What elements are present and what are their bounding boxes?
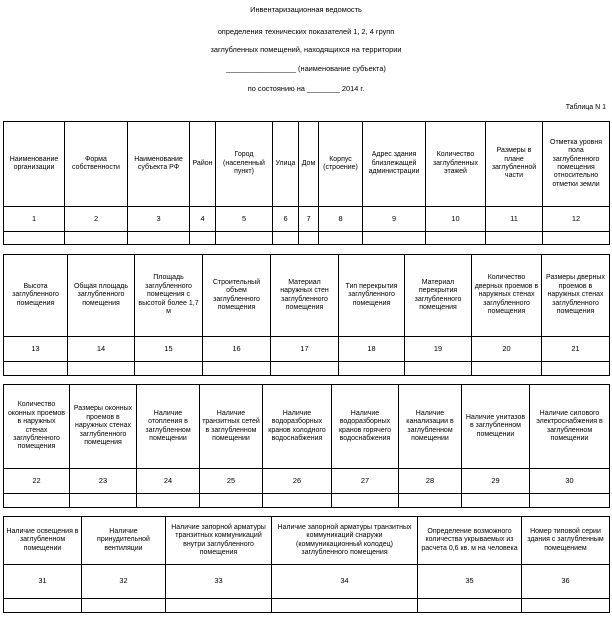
column-header: Корпус (строение) xyxy=(319,122,363,207)
column-header: Наличие унитазов в заглубленном помещении xyxy=(462,385,530,469)
data-cell[interactable] xyxy=(271,362,339,376)
data-cell[interactable] xyxy=(273,232,299,245)
column-header: Количество дверных проемов в наружных стенах заглубленного помещения xyxy=(472,255,542,337)
column-header: Размеры в плане заглубленной части xyxy=(486,122,543,207)
column-number: 14 xyxy=(68,337,135,362)
column-header: Дом xyxy=(299,122,319,207)
column-number: 2 xyxy=(65,207,128,232)
table-label: Таблица N 1 xyxy=(565,104,606,111)
data-cell[interactable] xyxy=(332,494,399,508)
column-header: Размеры дверных проемов в наружных стенах заглубленного помещения xyxy=(542,255,610,337)
data-cell[interactable] xyxy=(216,232,273,245)
column-header: Наличие силового электроснабжения в заглубленном помещении xyxy=(530,385,610,469)
empty-data-row xyxy=(4,494,610,508)
column-header: Размеры оконных проемов в наружных стенах заглубленного помещения xyxy=(70,385,137,469)
column-number: 6 xyxy=(273,207,299,232)
data-cell[interactable] xyxy=(190,232,216,245)
column-number-row xyxy=(4,207,610,232)
inventory-table-1 xyxy=(3,121,610,245)
date-line: по состоянию на ________ 2014 г. xyxy=(247,84,365,93)
subject-line: _________________ (наименование субъекта) xyxy=(226,64,386,73)
column-number: 34 xyxy=(272,565,418,599)
column-header: Площадь заглубленного помещения с высотой более 1,7 м xyxy=(135,255,203,337)
inventory-table-4 xyxy=(3,516,610,613)
column-number: 32 xyxy=(82,565,166,599)
column-number: 35 xyxy=(418,565,522,599)
data-cell[interactable] xyxy=(82,599,166,613)
column-header: Наличие водоразборных кранов горячего водоснабжения xyxy=(332,385,399,469)
data-cell[interactable] xyxy=(137,494,200,508)
doc-title: Инвентаризационная ведомость xyxy=(250,5,362,14)
column-number: 15 xyxy=(135,337,203,362)
column-header: Тип перекрытия заглубленного помещения xyxy=(339,255,405,337)
data-cell[interactable] xyxy=(486,232,543,245)
data-cell[interactable] xyxy=(4,494,70,508)
header-row xyxy=(4,517,610,565)
header-row xyxy=(4,385,610,469)
column-number: 22 xyxy=(4,469,70,494)
column-number: 31 xyxy=(4,565,82,599)
column-number: 17 xyxy=(271,337,339,362)
column-number: 33 xyxy=(166,565,272,599)
column-header: Определение возможного количества укрываемых из расчета 0,6 кв. м на человека xyxy=(418,517,522,565)
column-number: 28 xyxy=(399,469,462,494)
column-header: Район xyxy=(190,122,216,207)
column-number: 8 xyxy=(319,207,363,232)
data-cell[interactable] xyxy=(339,362,405,376)
column-header: Наличие канализации в заглубленном помещении xyxy=(399,385,462,469)
data-cell[interactable] xyxy=(65,232,128,245)
data-cell[interactable] xyxy=(200,494,263,508)
column-header: Высота заглубленного помещения xyxy=(4,255,68,337)
column-number: 26 xyxy=(263,469,332,494)
column-number: 27 xyxy=(332,469,399,494)
data-cell[interactable] xyxy=(363,232,426,245)
column-number: 1 xyxy=(4,207,65,232)
data-cell[interactable] xyxy=(472,362,542,376)
column-number: 18 xyxy=(339,337,405,362)
header-row xyxy=(4,122,610,207)
column-number: 36 xyxy=(522,565,610,599)
data-cell[interactable] xyxy=(4,362,68,376)
column-number-row xyxy=(4,337,610,362)
column-header: Наименование субъекта РФ xyxy=(128,122,190,207)
column-header: Номер типовой серии здания с заглубленным помещением xyxy=(522,517,610,565)
data-cell[interactable] xyxy=(542,362,610,376)
data-cell[interactable] xyxy=(70,494,137,508)
column-number: 30 xyxy=(530,469,610,494)
empty-data-row xyxy=(4,232,610,245)
column-number-row xyxy=(4,565,610,599)
data-cell[interactable] xyxy=(543,232,610,245)
column-header: Строительный объем заглубленного помещения xyxy=(203,255,271,337)
column-header: Наличие запорной арматуры транзитных коммуникаций снаружи (коммуникационный колодец) заглубленного помещения xyxy=(272,517,418,565)
column-number: 19 xyxy=(405,337,472,362)
column-number: 16 xyxy=(203,337,271,362)
data-cell[interactable] xyxy=(319,232,363,245)
column-number: 7 xyxy=(299,207,319,232)
column-header: Наличие принудительной вентиляции xyxy=(82,517,166,565)
data-cell[interactable] xyxy=(405,362,472,376)
column-header: Наличие освещения в заглубленном помещении xyxy=(4,517,82,565)
column-header: Наличие отопления в заглубленном помещении xyxy=(137,385,200,469)
column-number: 4 xyxy=(190,207,216,232)
column-number: 25 xyxy=(200,469,263,494)
column-number: 3 xyxy=(128,207,190,232)
doc-subtitle-2: заглубленных помещений, находящихся на территории xyxy=(210,45,402,54)
data-cell[interactable] xyxy=(399,494,462,508)
column-number: 12 xyxy=(543,207,610,232)
header-row xyxy=(4,255,610,337)
column-number: 24 xyxy=(137,469,200,494)
data-cell[interactable] xyxy=(272,599,418,613)
data-cell[interactable] xyxy=(68,362,135,376)
column-header: Наименование организации xyxy=(4,122,65,207)
data-cell[interactable] xyxy=(522,599,610,613)
column-number: 10 xyxy=(426,207,486,232)
data-cell[interactable] xyxy=(299,232,319,245)
data-cell[interactable] xyxy=(4,232,65,245)
data-cell[interactable] xyxy=(263,494,332,508)
column-number: 29 xyxy=(462,469,530,494)
column-number: 13 xyxy=(4,337,68,362)
data-cell[interactable] xyxy=(462,494,530,508)
column-number: 23 xyxy=(70,469,137,494)
column-header: Улица xyxy=(273,122,299,207)
empty-data-row xyxy=(4,362,610,376)
column-number: 9 xyxy=(363,207,426,232)
inventory-table-3 xyxy=(3,384,610,508)
data-cell[interactable] xyxy=(418,599,522,613)
inventory-table-2 xyxy=(3,254,610,376)
column-number: 21 xyxy=(542,337,610,362)
column-number-row xyxy=(4,469,610,494)
data-cell[interactable] xyxy=(4,599,82,613)
column-header: Наличие водоразборных кранов холодного водоснабжения xyxy=(263,385,332,469)
column-header: Наличие транзитных сетей в заглубленном помещении xyxy=(200,385,263,469)
column-header: Материал перекрытия заглубленного помещения xyxy=(405,255,472,337)
data-cell[interactable] xyxy=(203,362,271,376)
data-cell[interactable] xyxy=(128,232,190,245)
column-header: Общая площадь заглубленного помещения xyxy=(68,255,135,337)
column-header: Наличие запорной арматуры транзитных коммуникаций внутри заглубленного помещения xyxy=(166,517,272,565)
empty-data-row xyxy=(4,599,610,613)
column-header: Город (населенный пункт) xyxy=(216,122,273,207)
column-header: Количество заглубленных этажей xyxy=(426,122,486,207)
column-number: 11 xyxy=(486,207,543,232)
column-header: Материал наружных стен заглубленного помещения xyxy=(271,255,339,337)
data-cell[interactable] xyxy=(166,599,272,613)
column-header: Форма собственности xyxy=(65,122,128,207)
doc-subtitle: определения технических показателей 1, 2, 4 групп xyxy=(217,27,395,36)
data-cell[interactable] xyxy=(530,494,610,508)
column-header: Адрес здания близлежащей администрации xyxy=(363,122,426,207)
column-number: 5 xyxy=(216,207,273,232)
column-number: 20 xyxy=(472,337,542,362)
column-header: Отметка уровня пола заглубленного помещения относительно отметки земли xyxy=(543,122,610,207)
data-cell[interactable] xyxy=(426,232,486,245)
data-cell[interactable] xyxy=(135,362,203,376)
column-header: Количество оконных проемов в наружных стенах заглубленного помещения xyxy=(4,385,70,469)
